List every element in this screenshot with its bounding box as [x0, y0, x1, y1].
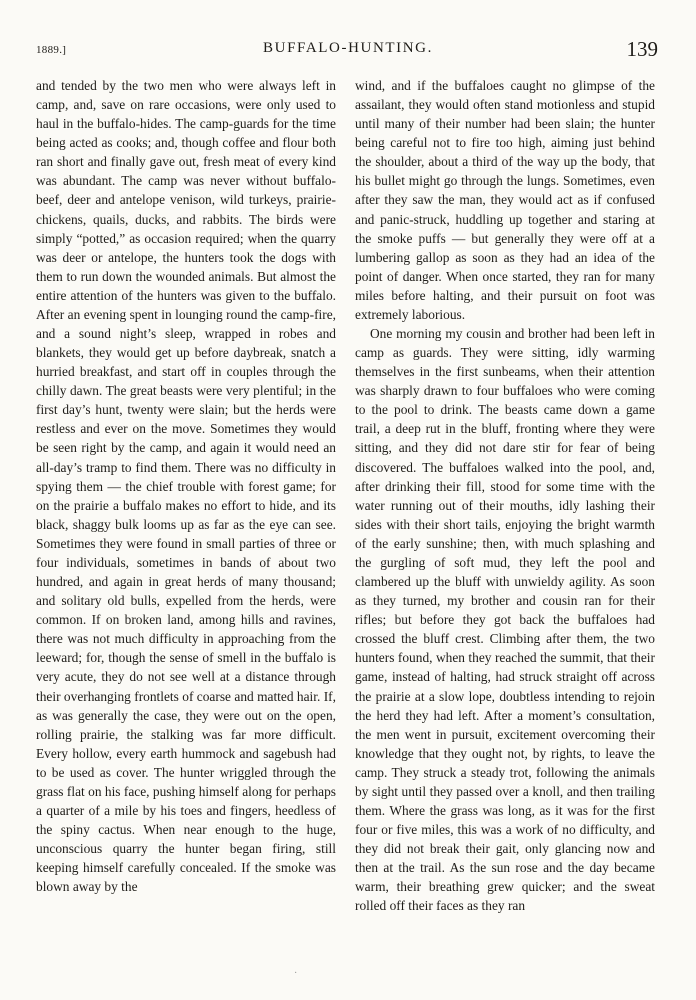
paragraph: and tended by the two men who were always left in camp, and, save on rare occasions, were only used to haul in the buffalo-hides. The camp-guards for the time being acted as cooks; and, though coffee and flour both ran short and finally gave out, fresh meat of every kind was abundant. The camp was never without buffalo-beef, deer and antelope venison, wild turkeys, prairie-chickens, quails, ducks, and rabbits. The birds were simply “potted,” as occasion required; when the quarry was deer or antelope, the hunters took the dogs with them to run down the wounded animals. But almost the entire attention of the hunters was given to the buffalo. After an evening spent in lounging round the camp-fire, and a sound night’s sleep, wrapped in robes and blankets, they would get up before daybreak, snatch a hurried breakfast, and start off in couples through the chilly dawn. The great beasts were very plentiful; in the first day’s hunt, twenty were slain; but the herds were restless and ever on the move. Sometimes they would be seen right by the camp, and again it would need an all-day’s tramp to find them. There was no difficulty in spying them — the chief trouble with forest game; for on the prairie a buffalo makes no effort to hide, and its black, shaggy bulk looms up as far as the eye can see. Sometimes they were found in small parties of three or four individuals, sometimes in bands of about two hundred, and again in great herds of many thousand; and solitary old bulls, expelled from the herds, were common. If on broken land, among hills and ravines, there was not much difficulty in approaching from the leeward; for, though the sense of smell in the buffalo is very acute, they do not see well at a distance through their overhanging frontlets of coarse and matted hair. If, as was generally the case, they were out on the open, rolling prairie, the stalking was far more difficult. Every hollow, every earth hummock and sagebush had to be used as cover. The hunter wriggled through the grass flat on his face, pushing himself along for perhaps a quarter of a mile by his toes and fingers, heedless of the spiny cactus. When near enough to the huge, unconscious quarry the hunter began firing, still keeping himself carefully concealed. If the smoke was blown away by the — [36, 78, 336, 895]
paragraph: wind, and if the buffaloes caught no glimpse of the assailant, they would often stand motionless and stupid until many of their number had been slain; the hunter being careful not to fire too high, aiming just behind the shoulder, about a third of the way up the body, that his bullet might go through the lungs. Sometimes, even after they saw the man, they would act as if confused and panic-struck, huddling up together and staring at the smoke puffs — but generally they were off at a lumbering gallop as soon as they had an idea of the point of danger. When once started, they ran for many miles before halting, and their pursuit on foot was extremely laborious. — [355, 78, 655, 322]
left-column — [36, 76, 336, 896]
page-mark: · — [294, 968, 298, 979]
running-title: BUFFALO-HUNTING. — [263, 40, 433, 56]
right-column — [355, 76, 655, 915]
running-header — [36, 37, 660, 64]
paragraph: One morning my cousin and brother had been left in camp as guards. They were sitting, idly warming themselves in the first sunbeams, when their attention was sharply drawn to four buffaloes who were coming to the pool to drink. The beasts came down a game trail, a deep rut in the bluff, fronting where they were sitting, and they did not dare stir for fear of being discovered. The buffaloes walked into the pool, and, after drinking their fill, stood for some time with the water running out of their mouths, idly lashing their sides with their short tails, enjoying the bright warmth of the early sunshine; then, with much splashing and the gurgling of soft mud, they left the pool and clambered up the bluff with unwieldy agility. As soon as they turned, my brother and cousin ran for their rifles; but before they got back the buffaloes had crossed the bluff crest. Climbing after them, the two hunters found, when they reached the summit, that their game, instead of halting, had struck straight off across the prairie at a slow lope, doubtless intending to rejoin the herd they had left. After a moment’s consultation, the men went in pursuit, excitement overcoming their knowledge that they ought not, by rights, to leave the camp. They struck a steady trot, following the animals by sight until they passed over a knoll, and then trailing them. Where the grass was long, as it was for the first four or five miles, this was a work of no difficulty, and they did not break their gait, only glancing now and then at the trail. As the sun rose and the day became warm, their breathing grew quicker; and the sweat rolled off their faces as they ran — [355, 326, 655, 914]
issue-date: 1889.] — [36, 44, 67, 56]
page-number: 139 — [626, 37, 658, 61]
